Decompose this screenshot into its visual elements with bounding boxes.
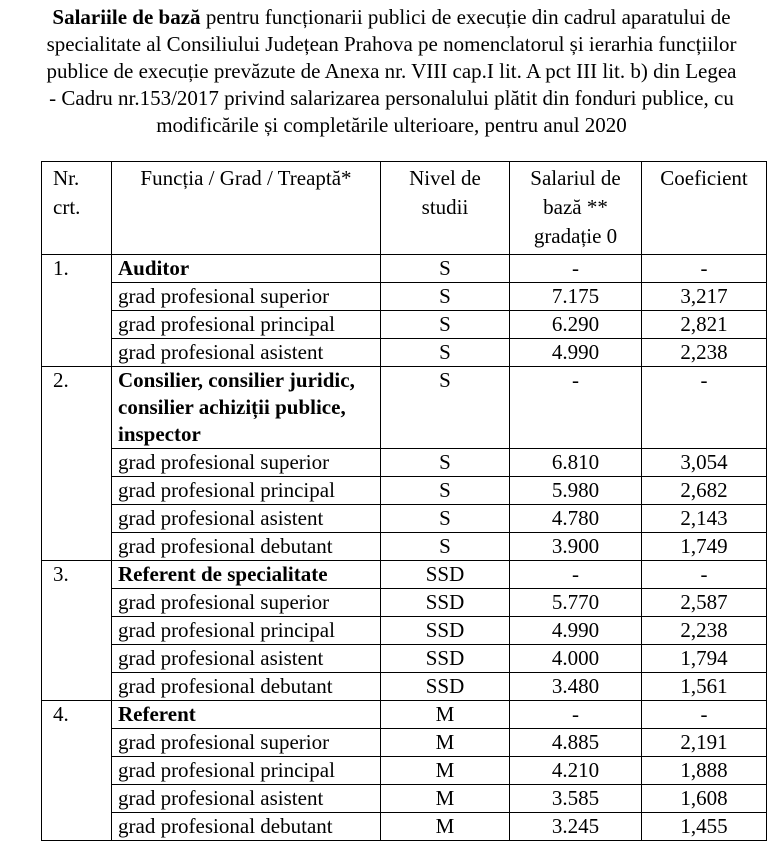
- salariu-cell: 4.000: [510, 645, 642, 673]
- grad-cell: grad profesional asistent: [112, 505, 381, 533]
- row-number-empty: [42, 283, 112, 311]
- grad-cell: grad profesional principal: [112, 477, 381, 505]
- grad-cell: grad profesional debutant: [112, 673, 381, 701]
- coeficient-cell: -: [642, 367, 767, 449]
- coeficient-cell: 2,682: [642, 477, 767, 505]
- category-title: [112, 561, 381, 589]
- header-nr-crt: [42, 162, 112, 255]
- table-row: [42, 283, 767, 311]
- heading-line-1: [0, 4, 774, 31]
- grad-cell: grad profesional debutant: [112, 813, 381, 841]
- category-title-text: Consilier, consilier juridic, consilier achiziții publice, inspector: [118, 368, 355, 446]
- nivel-studii-cell: S: [381, 477, 510, 505]
- salariu-cell: -: [510, 561, 642, 589]
- grad-cell: grad profesional principal: [112, 617, 381, 645]
- nivel-studii-cell: M: [381, 757, 510, 785]
- salariu-cell: -: [510, 255, 642, 283]
- coeficient-cell: 1,888: [642, 757, 767, 785]
- salariu-cell: 4.990: [510, 617, 642, 645]
- row-number-empty: [42, 311, 112, 339]
- header-nivel-line-2: studii: [421, 195, 469, 219]
- grad-cell: grad profesional superior: [112, 449, 381, 477]
- table-row: [42, 505, 767, 533]
- grad-cell: grad profesional principal: [112, 757, 381, 785]
- table-row: [42, 339, 767, 367]
- nivel-studii-cell: SSD: [381, 589, 510, 617]
- salariu-cell: 3.585: [510, 785, 642, 813]
- category-row: [42, 255, 767, 283]
- coeficient-cell: 2,191: [642, 729, 767, 757]
- heading-line-3: publice de execuție prevăzute de Anexa nr. VIII cap.I lit. A pct III lit. b) din Legea: [46, 59, 737, 83]
- grad-cell: grad profesional superior: [112, 729, 381, 757]
- category-title-text: Referent de specialitate: [118, 562, 328, 586]
- nivel-studii-cell: SSD: [381, 645, 510, 673]
- table-row: [42, 311, 767, 339]
- salariu-cell: 3.480: [510, 673, 642, 701]
- nivel-studii-cell: S: [381, 283, 510, 311]
- table-row: [42, 449, 767, 477]
- row-number-empty: [42, 339, 112, 367]
- header-salariul-line-2: bază **: [543, 195, 608, 219]
- header-nr-line-2: crt.: [53, 195, 81, 219]
- document-heading: [0, 4, 774, 139]
- table-row: [42, 813, 767, 841]
- category-title-text: Auditor: [118, 256, 190, 280]
- table-row: [42, 477, 767, 505]
- category-row: [42, 367, 767, 449]
- nivel-studii-cell: M: [381, 813, 510, 841]
- row-number: 2.: [42, 367, 112, 449]
- header-coeficient: Coeficient: [642, 162, 767, 255]
- salariu-cell: -: [510, 367, 642, 449]
- header-functia: Funcția / Grad / Treaptă*: [112, 162, 381, 255]
- row-number-empty: [42, 617, 112, 645]
- row-number: 4.: [42, 701, 112, 729]
- coeficient-cell: -: [642, 701, 767, 729]
- grad-cell: grad profesional asistent: [112, 645, 381, 673]
- row-number: 3.: [42, 561, 112, 589]
- table-row: [42, 785, 767, 813]
- coeficient-cell: 3,054: [642, 449, 767, 477]
- category-title: [112, 255, 381, 283]
- heading-line-5: modificările și completările ulterioare, pentru anul 2020: [156, 113, 627, 137]
- table-row: [42, 589, 767, 617]
- heading-line-4: - Cadru nr.153/2017 privind salarizarea personalului plătit din fonduri publice, cu: [49, 86, 734, 110]
- grad-cell: grad profesional debutant: [112, 533, 381, 561]
- table-row: [42, 645, 767, 673]
- nivel-studii-cell: S: [381, 255, 510, 283]
- category-title-text: Referent: [118, 702, 196, 726]
- salary-table: [41, 161, 767, 841]
- nivel-studii-cell: S: [381, 533, 510, 561]
- row-number-empty: [42, 505, 112, 533]
- salariu-cell: 4.885: [510, 729, 642, 757]
- nivel-studii-cell: SSD: [381, 561, 510, 589]
- row-number-empty: [42, 673, 112, 701]
- coeficient-cell: -: [642, 255, 767, 283]
- header-nivel-line-1: Nivel de: [409, 166, 481, 190]
- coeficient-cell: 1,455: [642, 813, 767, 841]
- salariu-cell: 7.175: [510, 283, 642, 311]
- nivel-studii-cell: S: [381, 339, 510, 367]
- salariu-cell: 3.245: [510, 813, 642, 841]
- nivel-studii-cell: M: [381, 729, 510, 757]
- table-row: [42, 673, 767, 701]
- heading-bold-title: Salariile de bază: [52, 5, 201, 29]
- nivel-studii-cell: S: [381, 367, 510, 449]
- coeficient-cell: 2,587: [642, 589, 767, 617]
- salariu-cell: 4.990: [510, 339, 642, 367]
- header-nivel-studii: [381, 162, 510, 255]
- nivel-studii-cell: S: [381, 505, 510, 533]
- salariu-cell: 5.770: [510, 589, 642, 617]
- coeficient-cell: 2,238: [642, 339, 767, 367]
- nivel-studii-cell: SSD: [381, 617, 510, 645]
- coeficient-cell: 2,821: [642, 311, 767, 339]
- table-row: [42, 757, 767, 785]
- coeficient-cell: -: [642, 561, 767, 589]
- row-number-empty: [42, 589, 112, 617]
- heading-line-2: specialitate al Consiliului Județean Prahova pe nomenclatorul și ierarhia funcțiilor: [46, 32, 737, 56]
- salariu-cell: 4.210: [510, 757, 642, 785]
- salariu-cell: 3.900: [510, 533, 642, 561]
- salariu-cell: -: [510, 701, 642, 729]
- header-salariul-line-3: gradație 0: [533, 224, 618, 248]
- row-number-empty: [42, 533, 112, 561]
- grad-cell: grad profesional asistent: [112, 339, 381, 367]
- salariu-cell: 6.810: [510, 449, 642, 477]
- table-row: [42, 729, 767, 757]
- header-salariul: [510, 162, 642, 255]
- salariu-cell: 6.290: [510, 311, 642, 339]
- heading-line-1-text: pentru funcționarii publici de execuție din cadrul aparatului de: [200, 5, 731, 29]
- nivel-studii-cell: S: [381, 449, 510, 477]
- coeficient-cell: 1,749: [642, 533, 767, 561]
- row-number-empty: [42, 785, 112, 813]
- header-nr-line-1: Nr.: [53, 166, 80, 190]
- category-title: [112, 701, 381, 729]
- row-number-empty: [42, 449, 112, 477]
- category-row: [42, 701, 767, 729]
- table-body: [42, 255, 767, 841]
- coeficient-cell: 1,561: [642, 673, 767, 701]
- salariu-cell: 5.980: [510, 477, 642, 505]
- header-salariul-line-1: Salariul de: [530, 166, 621, 190]
- nivel-studii-cell: M: [381, 785, 510, 813]
- grad-cell: grad profesional superior: [112, 283, 381, 311]
- grad-cell: grad profesional principal: [112, 311, 381, 339]
- salariu-cell: 4.780: [510, 505, 642, 533]
- nivel-studii-cell: SSD: [381, 673, 510, 701]
- coeficient-cell: 1,794: [642, 645, 767, 673]
- nivel-studii-cell: S: [381, 311, 510, 339]
- row-number-empty: [42, 729, 112, 757]
- row-number-empty: [42, 645, 112, 673]
- row-number-empty: [42, 813, 112, 841]
- coeficient-cell: 2,143: [642, 505, 767, 533]
- row-number: 1.: [42, 255, 112, 283]
- grad-cell: grad profesional superior: [112, 589, 381, 617]
- table-row: [42, 617, 767, 645]
- category-title: [112, 367, 381, 449]
- nivel-studii-cell: M: [381, 701, 510, 729]
- table-header-row: [42, 162, 767, 255]
- coeficient-cell: 1,608: [642, 785, 767, 813]
- coeficient-cell: 2,238: [642, 617, 767, 645]
- coeficient-cell: 3,217: [642, 283, 767, 311]
- category-row: [42, 561, 767, 589]
- table-row: [42, 533, 767, 561]
- row-number-empty: [42, 477, 112, 505]
- grad-cell: grad profesional asistent: [112, 785, 381, 813]
- row-number-empty: [42, 757, 112, 785]
